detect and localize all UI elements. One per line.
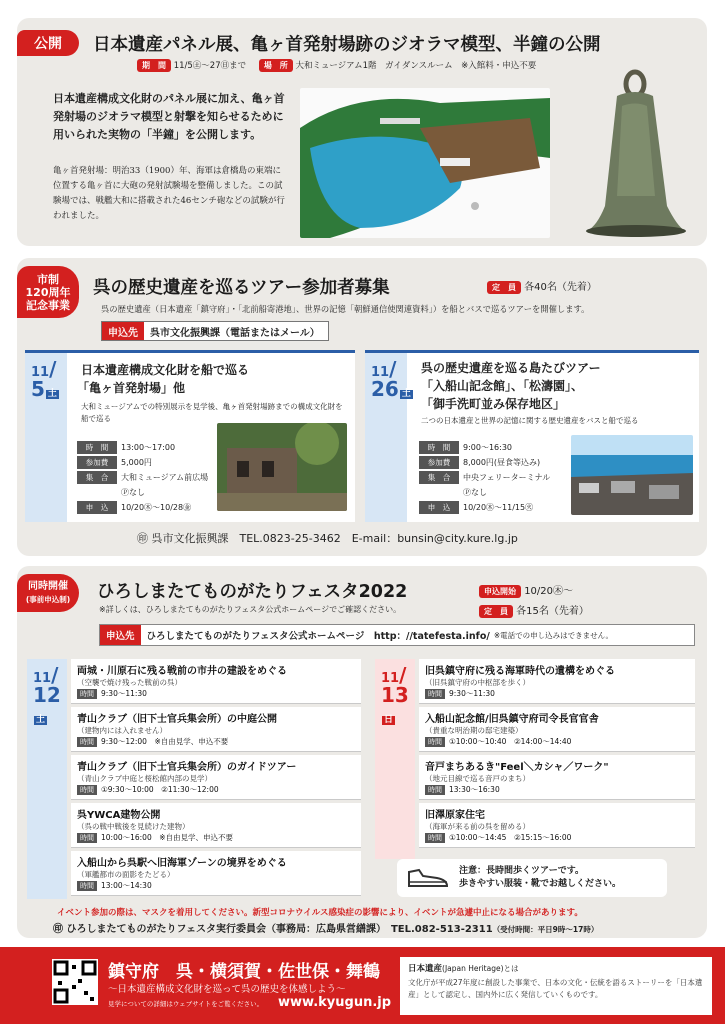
walk-note-1: 注意：長時間歩くツアーです。 xyxy=(459,866,585,876)
tour-apply xyxy=(101,321,329,341)
place-value: 大和ミュージアム1階 ガイダンスルーム ※入館料・申込不要 xyxy=(295,61,537,71)
event-subtitle: （青山クラブ中庭と桜松館内部の見学） xyxy=(77,774,212,783)
event-item xyxy=(71,803,361,848)
tag-anniversary: 市制 120周年 記念事業 xyxy=(17,266,79,318)
section-tour xyxy=(17,258,707,556)
festa-capacity-label: 定 員 xyxy=(479,605,513,618)
event-item xyxy=(71,659,361,704)
event-title: 入船山記念館/旧呉鎮守府司令長官官舎 xyxy=(425,714,599,725)
tour1-desc: 大和ミュージアムでの特別展示を見学後、亀ヶ首発射場跡までの構成文化財を船で巡る xyxy=(81,402,343,423)
festa-start xyxy=(479,582,573,598)
event-time: 時間 13:30〜16:30 xyxy=(425,784,689,795)
capacity-label: 定 員 xyxy=(487,281,521,294)
festa-apply xyxy=(99,624,695,646)
date-13 xyxy=(375,659,415,859)
capacity-value: 各40名（先着） xyxy=(524,282,597,293)
date-12-label: 11/ 12 土 xyxy=(33,663,61,725)
tour2-desc: 二つの日本遺産と世界の記憶に関する歴史遺産をバスと船で巡る xyxy=(421,416,639,425)
tag-public: 公開 xyxy=(17,30,79,56)
festa-org: ㊞ ひろしまたてものがたりフェスタ実行委員会（事務局：広島県営繕課） TEL.082-513-2311（受付時間：平日9時〜17時） xyxy=(53,924,599,935)
tour1-title1: 日本遺産構成文化財を船で巡る xyxy=(81,363,250,377)
event-title: 旧呉鎮守府に残る海軍時代の遺構をめぐる xyxy=(425,666,615,677)
tour2-title2: 「入船山記念館」、「松濤園」、 xyxy=(421,379,584,393)
event-time: 時間 13:00〜14:30 xyxy=(77,880,355,891)
event-subtitle: （建物内には入れません） xyxy=(77,726,167,735)
walk-note-2: 歩きやすい服装・靴でお越しください。 xyxy=(459,879,622,889)
event-time: 時間 10:00〜16:00 ※自由見学、申込不要 xyxy=(77,832,355,843)
tour2-details: 時 間 9:00〜16:30 参加費 8,000円(昼食等込み) 集 合 中央フェリーターミナル Ⓟなし 申 込 10/20㊍〜11/15㊋ xyxy=(419,441,569,516)
festa-apply-label: 申込先 xyxy=(100,625,141,645)
jh-text: 文化庁が平成27年度に創設した事業で、日本の文化・伝統を語るストーリーを「日本遺産」として認定し、国内外に広く発信していくものです。 xyxy=(408,978,703,999)
event-time: 時間 9:30〜12:00 ※自由見学、申込不要 xyxy=(77,736,355,747)
footer-small: 見学についての詳細はウェブサイトをご覧ください。 xyxy=(108,1000,264,1008)
place-label: 場 所 xyxy=(259,59,293,72)
date-12 xyxy=(27,659,67,899)
footer-title: 鎮守府 呉・横須賀・佐世保・舞鶴 xyxy=(108,962,380,982)
event-item xyxy=(71,755,361,800)
tour-capacity xyxy=(487,278,597,294)
period-label: 期 間 xyxy=(137,59,171,72)
event-title: 青山クラブ（旧下士官兵集会所）の中庭公開 xyxy=(77,714,277,725)
event-time: 時間 ①10:00〜10:40 ②14:00〜14:40 xyxy=(425,736,689,747)
event-subtitle: （貴重な明治期の邸宅建築） xyxy=(425,726,523,735)
start-label: 申込開始 xyxy=(479,585,521,598)
tour1-title2: 「亀ヶ首発射場」他 xyxy=(77,381,186,395)
start-value: 10/20㊍〜 xyxy=(524,586,574,597)
apply-value: 呉市文化振興課（電話またはメール） xyxy=(150,327,320,339)
event-subtitle: （旧呉鎮守府の中枢部を歩く） xyxy=(425,678,530,687)
tour-desc: 呉の歴史遺産（日本遺産「鎮守府」・「北前船寄港地」、世界の記憶「朝鮮通信使関連資料」）を船とバスで巡るツアーを開催します。 xyxy=(101,304,590,314)
tour2-title3: 「御手洗町並み保存地区」 xyxy=(421,397,566,411)
qr-code-icon[interactable] xyxy=(52,959,98,1005)
event-item xyxy=(71,851,361,896)
festa-capacity xyxy=(479,602,589,618)
tag-concurrent: 同時開催 (事前申込制) xyxy=(17,574,79,612)
diorama-photo xyxy=(300,88,550,238)
festa-capacity-value: 各15名（先着） xyxy=(516,606,589,617)
festa-apply-note: ※電話での申し込みはできません。 xyxy=(493,630,614,640)
tour1-details: 時 間 13:00〜17:00 参加費 5,000円 集 合 大和ミュージアム前広場 Ⓟなし 申 込 10/20㊍〜10/28㊎ xyxy=(77,441,212,516)
event-item xyxy=(419,659,695,704)
event-item xyxy=(419,803,695,848)
event-item xyxy=(419,755,695,800)
tour-title: 呉の歴史遺産を巡るツアー参加者募集 xyxy=(93,278,390,298)
event-title: 青山クラブ（旧下士官兵集会所）のガイドツアー xyxy=(77,762,297,773)
bell-photo xyxy=(577,66,697,241)
tour-contact: ㊞ 呉市文化振興課 TEL.0823-25-3462 E-mail：bunsin@city.kure.lg.jp xyxy=(137,532,518,545)
footer-url[interactable]: www.kyugun.jp xyxy=(278,995,392,1010)
mask-notice: イベント参加の際は、マスクを着用してください。新型コロナウイルス感染症の影響により、イベントが急遽中止になる場合があります。 xyxy=(57,908,583,918)
exhibit-info xyxy=(137,59,536,72)
event-time: 時間 9:30〜11:30 xyxy=(425,688,689,699)
event-subtitle: （軍艦都市の面影をたどる） xyxy=(77,870,175,879)
jh-paren: (Japan Heritage) xyxy=(442,964,504,973)
exhibit-intro: 日本遺産構成文化財のパネル展に加え、亀ヶ首発射場のジオラマ模型と射撃を知らせるために用いられた実物の「半鐘」を公開します。 xyxy=(53,92,285,141)
ruins-photo xyxy=(217,423,347,511)
event-time: 時間 ①9:30〜10:00 ②11:30〜12:00 xyxy=(77,784,355,795)
footer xyxy=(0,947,725,1024)
tour-card-kamegakubi xyxy=(25,350,355,522)
festa-apply-value[interactable]: ひろしまたてものがたりフェスタ公式ホームページ http：//tatefesta.info/ xyxy=(146,631,490,642)
tour1-date: 11/ 5 土 xyxy=(31,357,57,401)
festa-title: ひろしまたてものがたりフェスタ2022 xyxy=(97,582,408,602)
period-value: 11/5㊏〜27㊐まで xyxy=(173,61,247,71)
event-title: 呉YWCA建物公開 xyxy=(77,810,161,821)
island-photo xyxy=(571,435,693,515)
footer-sub: 〜日本遺産構成文化財を巡って呉の歴史を体感しよう〜 xyxy=(108,984,346,995)
exhibit-note: 亀ヶ首発射場：明治33（1900）年、海軍は倉橋島の東端に位置する亀ヶ首に大砲の発射試験場を整備しました。この試験場では、戦艦大和に搭載された46センチ砲などの試験が行われました。 xyxy=(53,166,285,221)
jh-title: 日本遺産 xyxy=(408,964,443,974)
event-item xyxy=(419,707,695,752)
event-title: 入船山から呉駅へ旧海軍ゾーンの境界をめぐる xyxy=(77,858,287,869)
event-subtitle: （空襲で焼け残った戦前の呉） xyxy=(77,678,182,687)
event-time: 時間 ①10:00〜14:45 ②15:15〜16:00 xyxy=(425,832,689,843)
japan-heritage-box xyxy=(400,957,712,1015)
event-subtitle: （呉の戦中戦後を見続けた建物） xyxy=(77,822,190,831)
tour2-title1: 呉の歴史遺産を巡る島たびツアー xyxy=(421,361,601,375)
apply-label: 申込先 xyxy=(102,322,144,340)
festa-note: ※詳しくは、ひろしまたてものがたりフェスタ公式ホームページでご確認ください。 xyxy=(99,605,402,614)
event-title: 音戸まちあるき"Feel＼カシャ／ワーク" xyxy=(425,762,609,773)
section-exhibit xyxy=(17,18,707,246)
event-item xyxy=(71,707,361,752)
shoe-icon xyxy=(405,866,449,890)
date-13-label: 11/ 13 日 xyxy=(381,663,409,725)
walk-note xyxy=(397,859,667,897)
tour-card-island xyxy=(365,350,699,522)
event-subtitle: （地元目線で巡る音戸のまち） xyxy=(425,774,530,783)
exhibit-title: 日本遺産パネル展、亀ヶ首発射場跡のジオラマ模型、半鐘の公開 xyxy=(93,35,601,55)
section-festa xyxy=(17,566,707,938)
event-subtitle: （海軍が来る前の呉を留める） xyxy=(425,822,530,831)
event-title: 旧澤原家住宅 xyxy=(425,810,485,821)
event-time: 時間 9:30〜11:30 xyxy=(77,688,355,699)
event-title: 両城・川原石に残る戦前の市井の建設をめぐる xyxy=(77,666,287,677)
tour2-date: 11/ 26 土 xyxy=(371,357,411,401)
jh-to: とは xyxy=(503,964,519,973)
